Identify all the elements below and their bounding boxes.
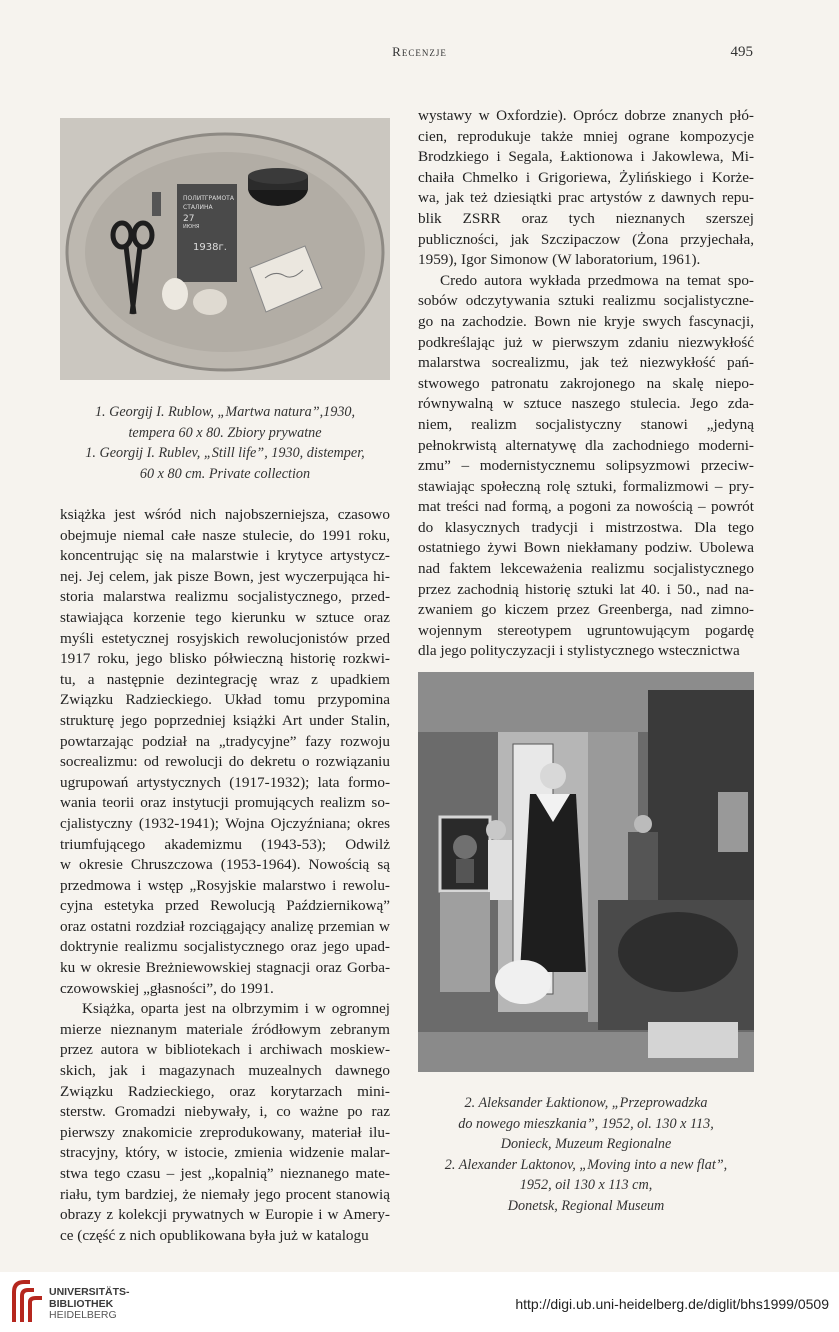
svg-text:1938г.: 1938г.	[193, 242, 227, 253]
text-line: w okresie Chruszczowa (1953-1964). Nowością są	[60, 856, 390, 874]
text-line: socrealizmu: od rewolucji do dekretu o rozwiązaniu	[60, 753, 390, 771]
caption-line: Donieck, Muzeum Regionalne	[500, 1136, 672, 1152]
caption-line: do nowego mieszkania”, 1952, ol. 130 x 113,	[458, 1115, 714, 1132]
svg-text:ПОЛИТГРАМОТА: ПОЛИТГРАМОТА	[183, 195, 234, 202]
text-line: zwaniem go kiczem przez Greenberga, nad zimno-	[418, 601, 754, 619]
logo-line: HEIDELBERG	[49, 1309, 117, 1321]
text-line: Związku Radzieckiego, oraz korytarzach mini-	[60, 1082, 390, 1100]
text-line: Credo autora wykłada przedmowa na temat spo-	[440, 271, 754, 289]
text-line: wystawy w Oxfordzie). Oprócz dobrze znanych płó-	[418, 107, 754, 124]
text-line: sterstw. Gromadzi niebywały, i, co ważne po raz	[60, 1103, 390, 1121]
text-line: myśli estetycznej rosyjskich rewolucjonistów przed	[60, 629, 390, 647]
text-line: obejmuje niemal całe nasze stulecie, do 1991 roku,	[60, 526, 390, 544]
text-line: blik ZSRR oraz tych nieznanych szerszej	[418, 209, 754, 227]
text-line: doktrynie realizmu socjalistycznego oraz jego upad-	[60, 938, 390, 956]
right-text-column	[418, 106, 754, 662]
logo-line: BIBLIOTHEK	[49, 1297, 114, 1310]
library-name[interactable]	[49, 1287, 130, 1322]
text-line: nej. Jej celem, jak pisze Bown, jest wyczerpująca hi-	[60, 567, 390, 585]
svg-text:СТАЛИНА: СТАЛИНА	[183, 204, 213, 211]
text-line: przedmowa i wstęp „Rosyjskie malarstwo i rewolu-	[60, 876, 390, 894]
text-line: mierze nieznanym materiale źródłowym zebranym	[60, 1020, 390, 1038]
text-line: triumfującego akademizmu (1943-53); Odwilż	[60, 835, 390, 853]
text-line: 1959), Igor Simonow (W laboratorium, 1961).	[418, 251, 701, 269]
text-line: riału, tym bardziej, że niemały jego procent stanowią	[60, 1185, 390, 1203]
caption-line: Donetsk, Regional Museum	[507, 1197, 665, 1214]
text-line: stwowego patronatu zakrojonego na skalę niepo-	[418, 374, 754, 392]
text-line: obrazy z kolekcji prywatnych w Europie i w Amery-	[60, 1206, 390, 1224]
text-line: stracyjny, który, w istocie, zmienia widzenie malar-	[60, 1144, 390, 1162]
text-line: przez autora w bibliotekach i archiwach moskiew-	[60, 1041, 390, 1059]
text-line: Brodzkiego i Segala, Łaktionowa i Jakowlewa, Mi-	[418, 148, 754, 166]
running-head: Recenzje	[392, 44, 447, 59]
still-life-illustration	[60, 118, 390, 380]
text-line: równywalną w sztuce naszego stulecia. Jego zda-	[418, 395, 754, 413]
text-line: Książka, oparta jest na olbrzymim i w ogromnej	[82, 1000, 390, 1018]
text-line: publiczności, jak Szczipaczow (Żona przyjechała,	[418, 230, 754, 248]
text-line: ku w okresie Breżniewowskiej stagnacji oraz Gorba-	[60, 959, 390, 977]
text-line: powtarzając podział na „tradycyjne” fazy rozwoju	[60, 732, 390, 750]
text-line: malarstwa socrealizmu, jak też niezwykłość pań-	[418, 354, 754, 372]
text-line: tu, a następnie dezintegrację wraz z upadkiem	[60, 670, 390, 688]
text-line: ugrupowań artystycznych (1917-1932); lata formo-	[60, 773, 390, 791]
text-line: skich, jak i magazynach muzealnych dawnego	[60, 1062, 390, 1080]
text-line: wania teorii oraz instytucji promujących realizm so-	[60, 794, 390, 812]
text-line: Związku Radzieckiego. Układ tomu przypomina	[60, 691, 390, 709]
text-line: koncentrując się na malarstwie i krytyce artystycz-	[60, 547, 390, 565]
footer-url-link[interactable]: http://digi.ub.uni-heidelberg.de/diglit/bhs1999/0509	[515, 1296, 829, 1312]
text-line: czowowskiej „głasności”, do 1991.	[60, 979, 274, 997]
figure-2-caption	[418, 1093, 754, 1216]
text-line: stawiając społeczną rolę sztuki, formalizmowi – pry-	[418, 477, 754, 495]
text-line: stwa tego czasu – jest „kopalnią” nieznanego mate-	[60, 1165, 390, 1182]
caption-line: tempera 60 x 80. Zbiory prywatne	[128, 424, 322, 441]
figure-1-caption	[60, 402, 390, 484]
svg-text:27: 27	[183, 214, 195, 224]
text-line: mat treści nad formą, a pogoni za nowością – powrót	[418, 498, 754, 516]
heidelberg-logo-icon[interactable]	[10, 1278, 46, 1326]
text-line: go na zachodzie. Bown nie kryje swych fascynacji,	[418, 312, 754, 330]
text-line: przez zachodnią historię sztuki lat 40. i 50., nad na-	[418, 580, 754, 598]
text-line: wojennym stereotypem ugruntowującym pogardę	[418, 621, 754, 639]
caption-line: 2. Alexander Laktonov, „Moving into a new flat”,	[444, 1156, 728, 1173]
text-line: cjalistyczny (1932-1941); Wojna Ojczyźniana; okres	[60, 814, 390, 832]
text-line: sobów odczytywania sztuki realizmu socjalistyczne-	[418, 292, 754, 310]
text-line: cyjna estetyka przed Rewolucją Październikową”	[60, 897, 390, 915]
text-line: ce (część z nich opublikowana była już w katalogu	[60, 1226, 369, 1244]
text-line: do klasycznych tradycji i mistrzostwa. Dla tego	[418, 518, 754, 536]
caption-line: 1. Georgij I. Rublow, „Martwa natura”,1930,	[94, 404, 356, 420]
caption-line: 1. Georgij I. Rublev, „Still life”, 1930, distemper,	[85, 445, 365, 461]
text-line: oraz ostatni rozdział rozciągający analizę przemian w	[60, 917, 390, 935]
text-line: wa, jak też dziesiątki prac artystów z dawnych repu-	[418, 189, 754, 207]
text-line: niem, realizm socjalistyczny stanowi „jedyną	[418, 415, 754, 433]
text-line: strukturę jego poprzedniej książki Art under Stalin,	[60, 711, 390, 729]
logo-line: UNIVERSITÄTS-	[49, 1286, 130, 1298]
text-line: zmu” – modernistycznemu solipsyzmowi przeciw-	[418, 457, 754, 475]
svg-text:ИЮНЯ: ИЮНЯ	[183, 224, 200, 230]
caption-line: 1952, oil 130 x 113 cm,	[519, 1177, 653, 1193]
text-line: podkreślając już w pierwszym zdaniu niezwykłość	[418, 333, 754, 351]
page-number: 495	[730, 44, 753, 60]
text-line: nad faktem lekceważenia realizmu socjalistycznego	[418, 560, 754, 578]
text-line: storia malarstwa realizmu socjalistycznego, przed-	[60, 588, 390, 606]
moving-day-illustration	[418, 672, 754, 1072]
text-line: 1917 roku, jego blisko półwieczną historię rozkwi-	[60, 650, 390, 668]
text-line: chaiła Chmelko i Grigoriewa, Żylińskiego i Korże-	[418, 168, 754, 186]
text-line: pełnokrwistą alternatywę dla zachodniego moderni-	[418, 436, 754, 454]
caption-line: 60 x 80 cm. Private collection	[139, 465, 311, 482]
figure-1-still-life	[60, 118, 390, 380]
text-line: dla jego polityczyzacji i stylistycznego wstecznictwa	[418, 642, 740, 660]
text-line: książka jest wśród nich najobszerniejsza, czasowo	[60, 506, 390, 523]
figure-2-photograph	[418, 672, 754, 1072]
caption-line: 2. Aleksander Łaktionow, „Przeprowadzka	[464, 1095, 708, 1111]
text-line: ostatniego żywi Bown niekłamany podziw. Ubolewa	[418, 539, 754, 557]
text-line: cien, reprodukuje także mniej ograne kompozycje	[418, 127, 754, 145]
text-line: pierwszy znakomicie zreprodukowany, materiał ilu-	[60, 1123, 390, 1141]
left-text-column	[60, 505, 390, 1246]
text-line: stawiająca korzenie tego kierunku w sztuce oraz	[60, 608, 390, 626]
